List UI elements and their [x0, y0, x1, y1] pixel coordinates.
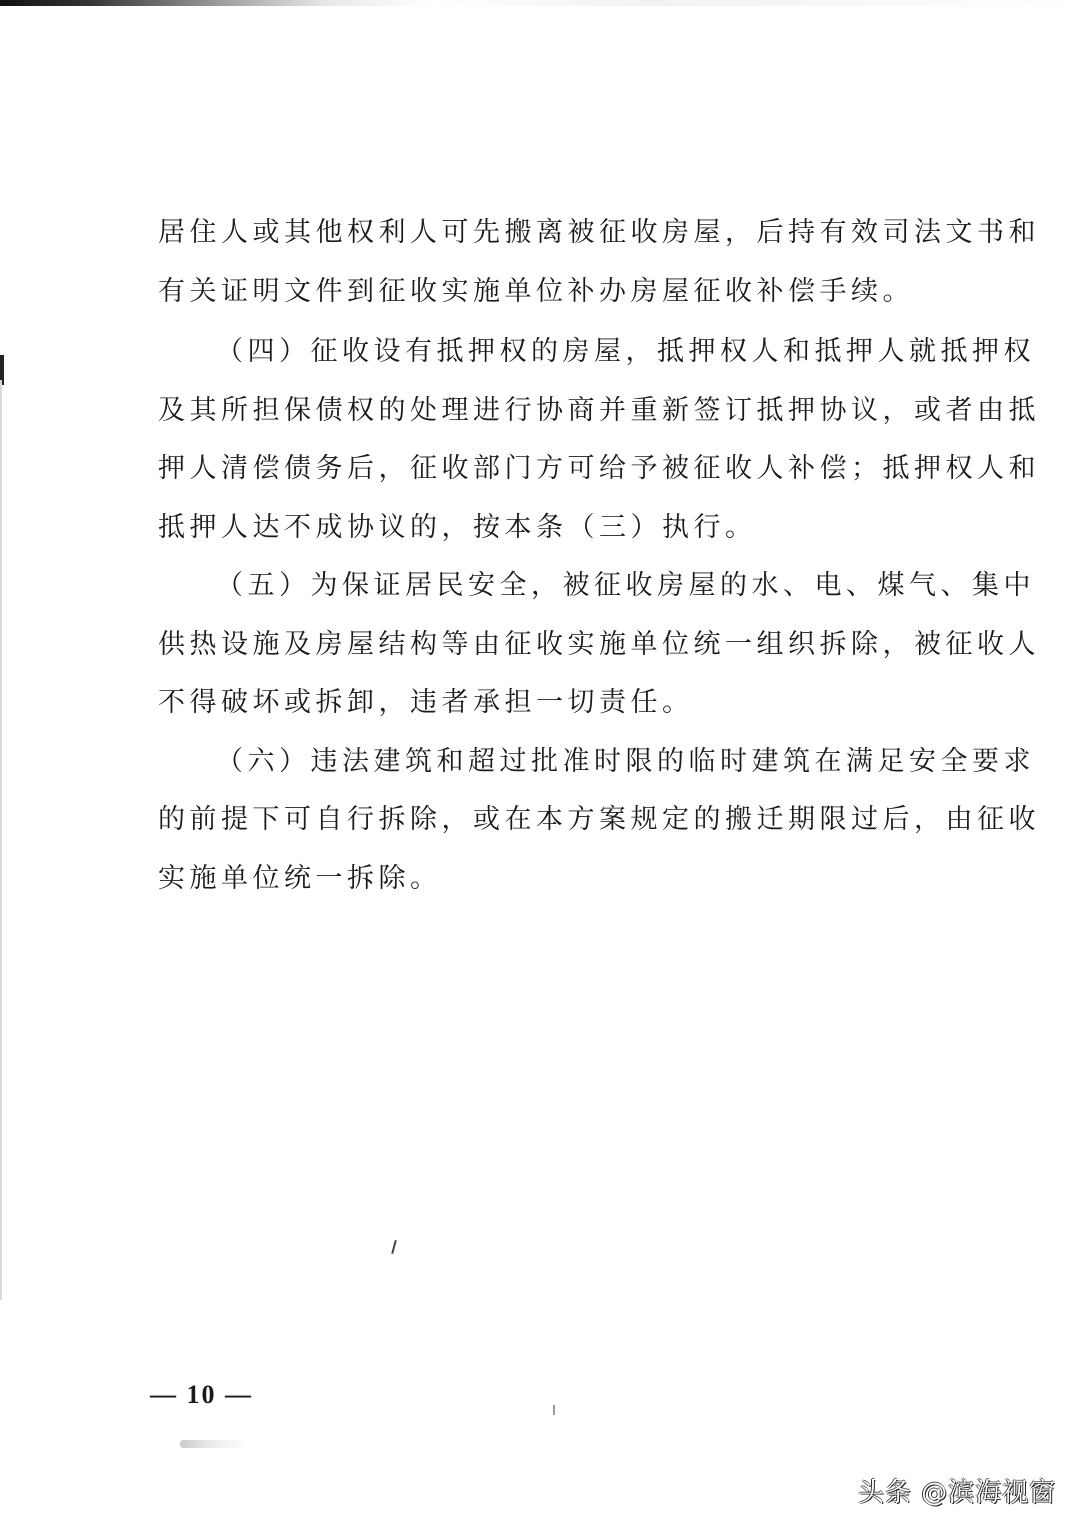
text-line: 及其所担保债权的处理进行协商并重新签订抵押协议，或者由抵	[158, 394, 1040, 426]
scan-top-edge	[0, 0, 1080, 6]
paragraph-item-6	[158, 733, 1040, 909]
text-line: 不得破坏或拆卸，违者承担一切责任。	[158, 687, 694, 718]
document-body	[158, 204, 1040, 908]
text-line: 居住人或其他权利人可先搬离被征收房屋，后持有效司法文书和	[158, 217, 1040, 248]
page-number: — 10 —	[150, 1380, 253, 1409]
text-line: 押人清偿债务后，征收部门方可给予被征收人补偿；抵押权人和	[158, 453, 1040, 484]
paragraph-item-5	[158, 557, 1040, 733]
watermark-text: 头条 @滨海视窗	[858, 1478, 1057, 1508]
scan-speck	[391, 1240, 397, 1254]
scan-left-edge	[0, 380, 2, 1300]
text-line: （五）为保证居民安全，被征收房屋的水、电、煤气、集中	[216, 570, 1035, 601]
text-line: 供热设施及房屋结构等由征收实施单位统一组织拆除，被征收人	[158, 628, 1040, 660]
text-line: （四）征收设有抵押权的房屋，抵押权人和抵押人就抵押权	[216, 336, 1035, 367]
paragraph-continuation	[158, 204, 1040, 321]
text-line: 有关证明文件到征收实施单位补办房屋征收补偿手续。	[158, 275, 914, 307]
scan-speck	[553, 1405, 555, 1415]
scan-smudge	[180, 1440, 250, 1448]
paragraph-item-4	[158, 323, 1040, 557]
text-line: 的前提下可自行拆除，或在本方案规定的搬迁期限过后，由征收	[158, 804, 1040, 835]
text-line: 实施单位统一拆除。	[158, 862, 442, 894]
text-line: （六）违法建筑和超过批准时限的临时建筑在满足安全要求	[216, 745, 1035, 777]
text-line: 抵押人达不成协议的，按本条（三）执行。	[158, 511, 757, 543]
